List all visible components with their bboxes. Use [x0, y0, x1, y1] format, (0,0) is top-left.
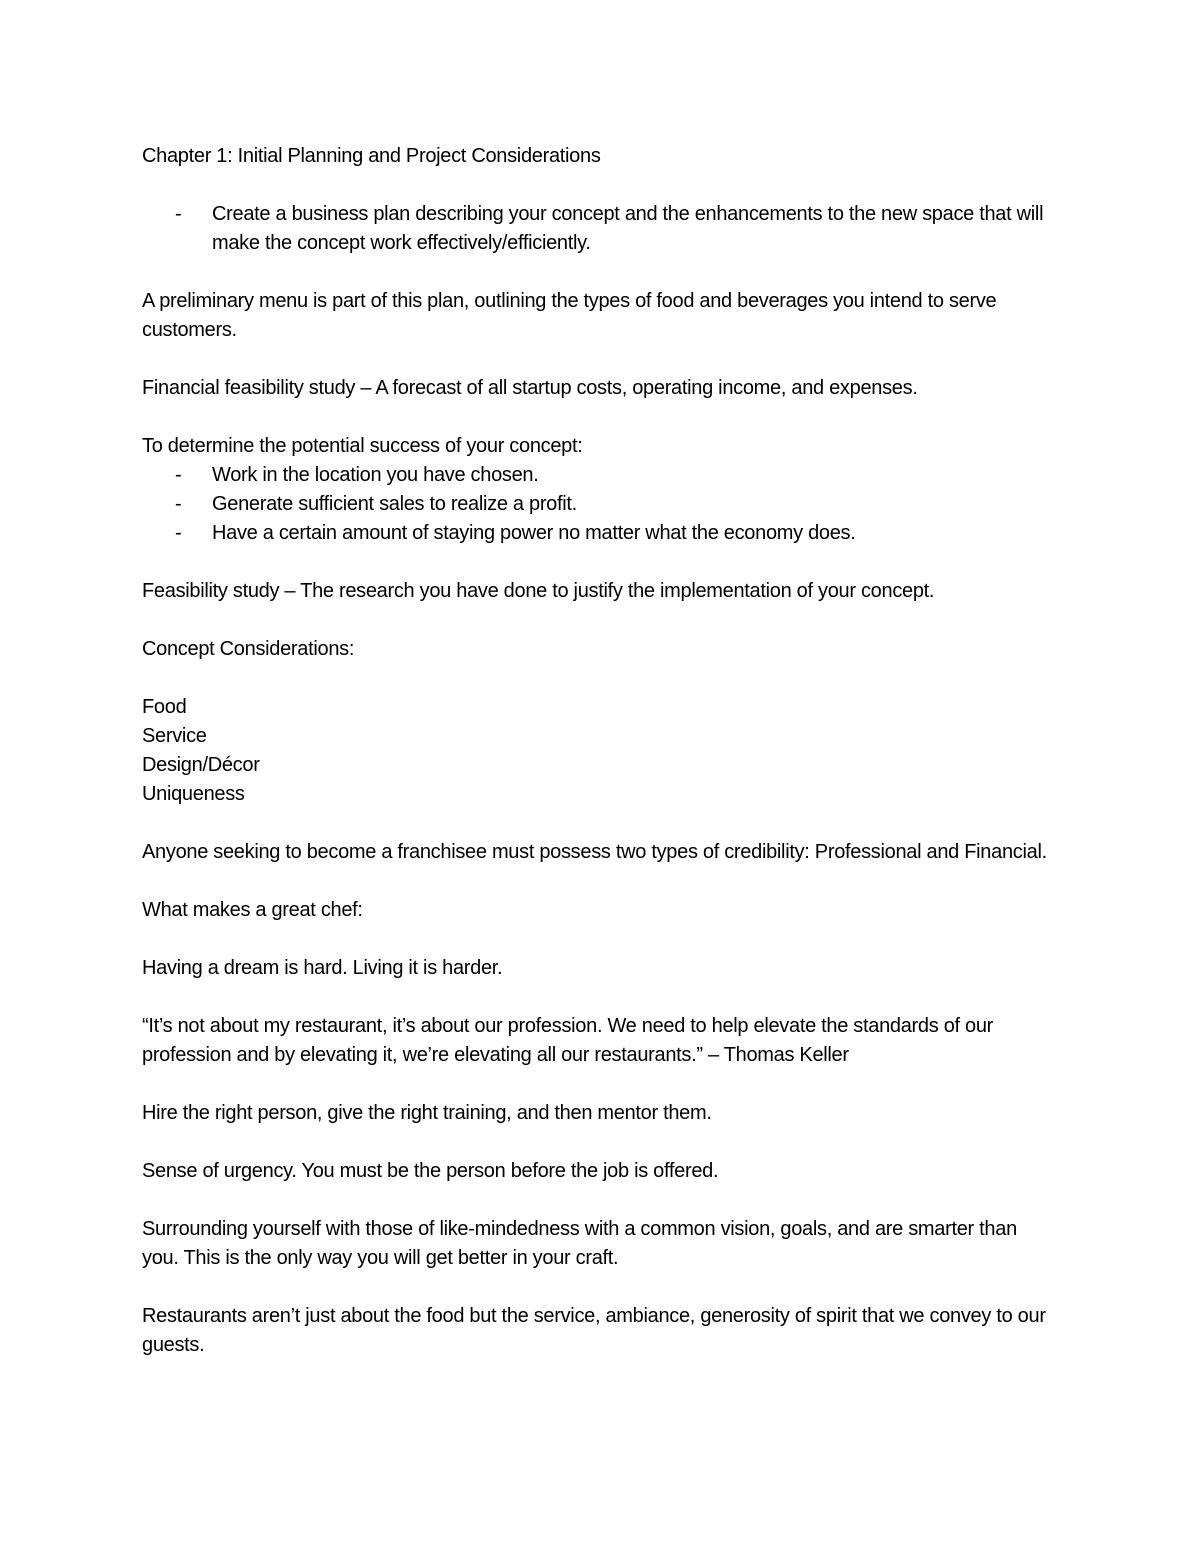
spacer	[142, 606, 1057, 635]
success-bullet-text: Have a certain amount of staying power no matter what the economy does.	[212, 522, 856, 544]
bullet-dash: -	[175, 203, 182, 225]
spacer	[142, 1070, 1057, 1099]
list-item	[142, 490, 1057, 519]
surrounding-paragraph: Surrounding yourself with those of like-mindedness with a common vision, goals, and are smarter than you. This is the only way you will get better in your craft.	[142, 1218, 1017, 1269]
concept-item: Design/Décor	[142, 754, 260, 776]
spacer	[142, 867, 1057, 896]
spacer	[142, 258, 1057, 287]
bullet-dash: -	[175, 493, 182, 515]
bullet-dash: -	[175, 464, 182, 486]
business-plan-text: Create a business plan describing your concept and the enhancements to the new space that will make the concept work effectively/efficiently.	[212, 203, 1044, 254]
spacer	[142, 171, 1057, 200]
spacer	[142, 983, 1057, 1012]
document-body	[142, 142, 1057, 1360]
concept-item: Food	[142, 696, 187, 718]
concept-item: Uniqueness	[142, 783, 245, 805]
urgency-paragraph: Sense of urgency. You must be the person before the job is offered.	[142, 1160, 719, 1182]
concept-item: Service	[142, 725, 207, 747]
financial-feasibility-paragraph: Financial feasibility study – A forecast of all startup costs, operating income, and expenses.	[142, 377, 918, 399]
spacer	[142, 809, 1057, 838]
spacer	[142, 345, 1057, 374]
spacer	[142, 664, 1057, 693]
spacer	[142, 403, 1057, 432]
spacer	[142, 548, 1057, 577]
restaurants-paragraph: Restaurants aren’t just about the food but the service, ambiance, generosity of spirit that we convey to our guests.	[142, 1305, 1046, 1356]
great-chef-heading: What makes a great chef:	[142, 899, 363, 921]
feasibility-study-paragraph: Feasibility study – The research you have done to justify the implementation of your concept.	[142, 580, 935, 602]
keller-quote: “It’s not about my restaurant, it’s about our profession. We need to help elevate the standards of our profession and by elevating it, we’re elevating all our restaurants.” – Thomas Keller	[142, 1015, 994, 1066]
list-item	[142, 519, 1057, 548]
franchisee-paragraph: Anyone seeking to become a franchisee must possess two types of credibility: Professional and Financial.	[142, 841, 1047, 863]
spacer	[142, 925, 1057, 954]
dream-paragraph: Having a dream is hard. Living it is harder.	[142, 957, 503, 979]
spacer	[142, 1273, 1057, 1302]
list-item	[142, 200, 1057, 258]
success-intro: To determine the potential success of your concept:	[142, 435, 583, 457]
preliminary-menu-paragraph: A preliminary menu is part of this plan, outlining the types of food and beverages you intend to serve customers.	[142, 290, 997, 341]
hire-paragraph: Hire the right person, give the right training, and then mentor them.	[142, 1102, 712, 1124]
chapter-title: Chapter 1: Initial Planning and Project Considerations	[142, 145, 601, 167]
spacer	[142, 1128, 1057, 1157]
list-item	[142, 461, 1057, 490]
success-bullet-text: Generate sufficient sales to realize a profit.	[212, 493, 577, 515]
success-bullet-text: Work in the location you have chosen.	[212, 464, 539, 486]
concept-heading: Concept Considerations:	[142, 638, 355, 660]
spacer	[142, 1186, 1057, 1215]
bullet-dash: -	[175, 522, 182, 544]
